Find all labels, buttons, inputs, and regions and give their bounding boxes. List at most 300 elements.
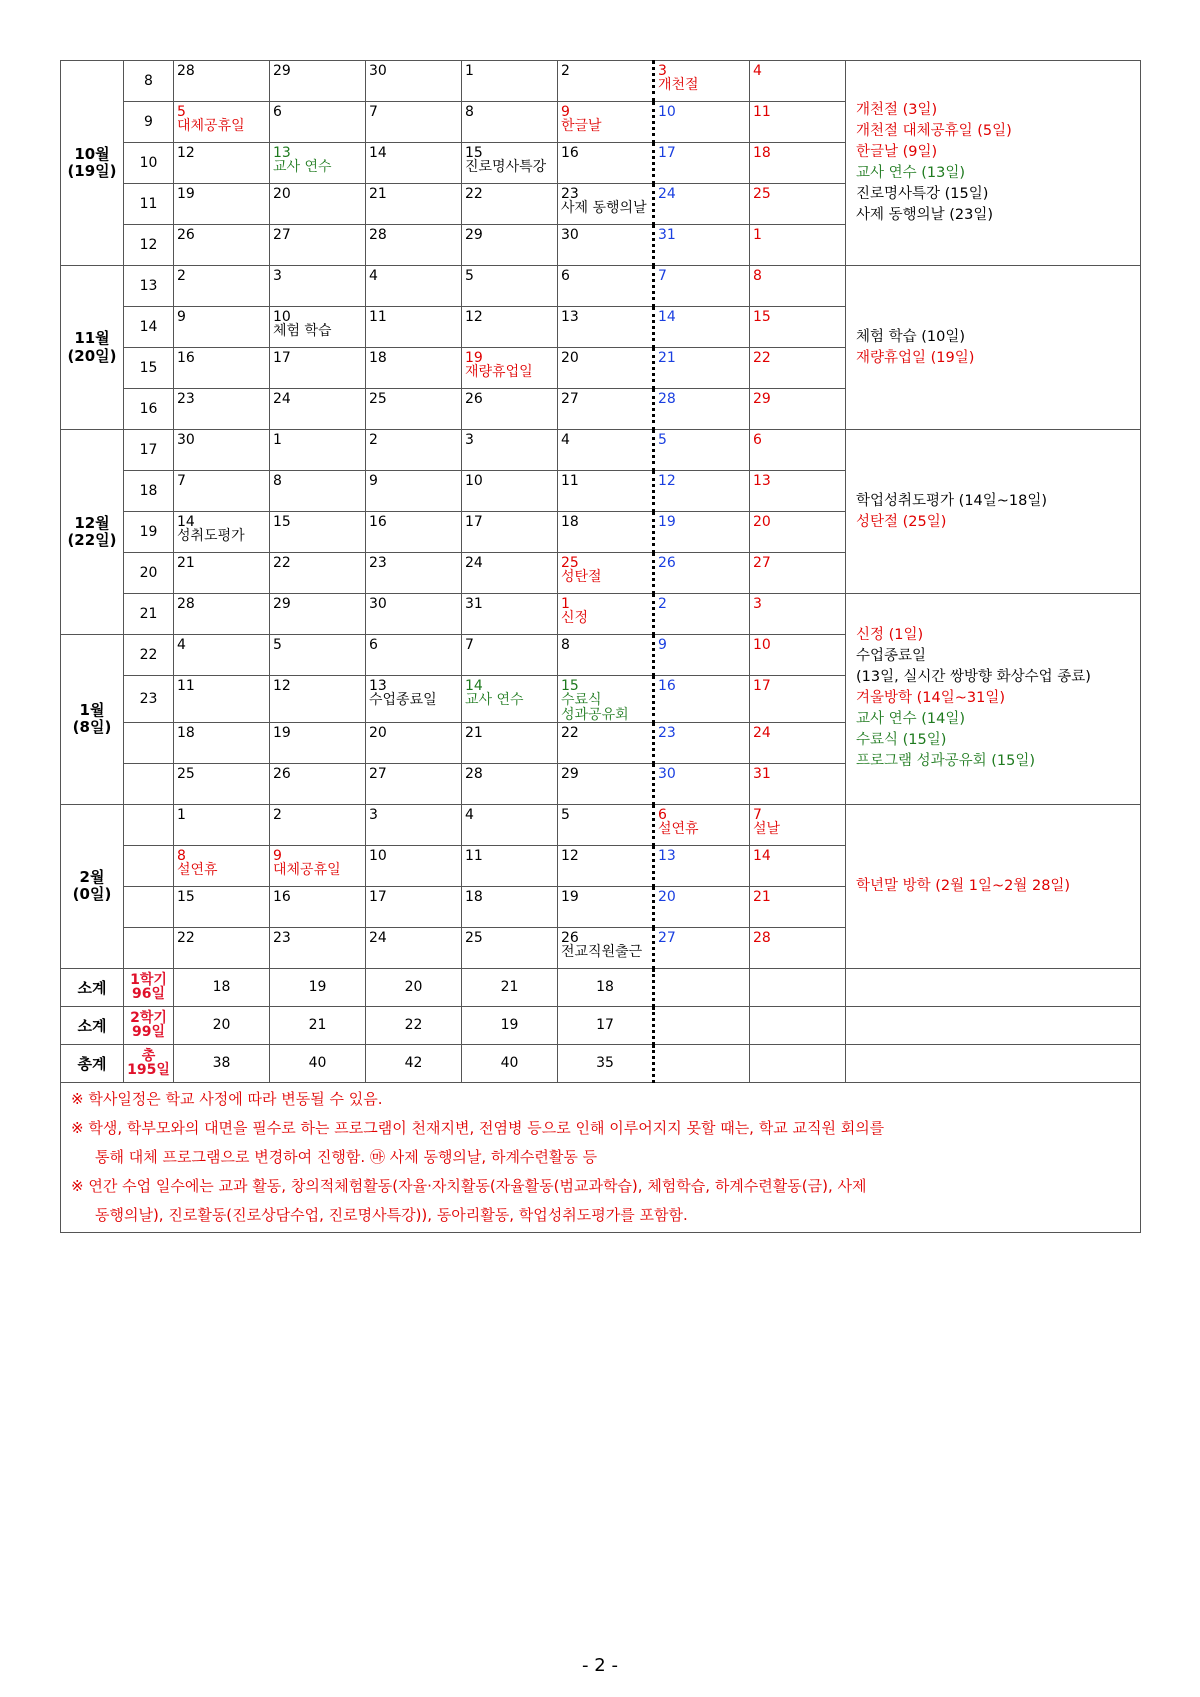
day-cell xyxy=(558,471,654,512)
day-cell xyxy=(654,722,750,763)
day-number: 30 xyxy=(561,227,579,243)
week-number: 17 xyxy=(124,430,174,471)
day-number: 26 xyxy=(561,929,579,946)
summary-row xyxy=(61,968,1141,1006)
day-number: 27 xyxy=(658,929,676,946)
day-cell xyxy=(558,804,654,845)
day-cell xyxy=(558,184,654,225)
day-number: 13 xyxy=(369,678,387,694)
day-number: 3 xyxy=(465,432,474,448)
day-cell xyxy=(366,927,462,968)
day-number: 4 xyxy=(369,268,378,284)
day-number: 13 xyxy=(561,309,579,325)
day-number: 20 xyxy=(273,186,291,202)
semester-days xyxy=(124,968,174,1006)
day-cell xyxy=(174,804,270,845)
month-notes-cell xyxy=(846,266,1141,430)
day-number: 25 xyxy=(753,186,771,202)
note-line: 학업성취도평가 (14일~18일) xyxy=(856,492,1048,509)
week-row xyxy=(61,804,1141,845)
day-cell xyxy=(174,307,270,348)
day-cell xyxy=(174,184,270,225)
day-number: 26 xyxy=(273,765,291,782)
summary-label: 소계 xyxy=(61,968,124,1006)
day-cell xyxy=(654,471,750,512)
month-school-days: (8일) xyxy=(72,718,112,737)
day-cell xyxy=(270,512,366,553)
note-line: 수업종료일 xyxy=(856,648,927,665)
day-number: 21 xyxy=(369,186,387,202)
day-number: 28 xyxy=(177,596,195,612)
note-line: 개천절 (3일) xyxy=(856,102,938,118)
day-number: 29 xyxy=(273,596,291,612)
day-cell xyxy=(174,676,270,723)
summary-count xyxy=(750,1006,846,1044)
summary-count: 38 xyxy=(174,1044,270,1082)
day-cell xyxy=(654,102,750,143)
day-cell xyxy=(174,594,270,635)
day-number: 4 xyxy=(561,432,570,448)
day-number: 12 xyxy=(177,145,195,161)
day-event: 신정 xyxy=(561,610,589,627)
day-number: 23 xyxy=(658,724,676,741)
day-number: 22 xyxy=(753,350,771,366)
day-number: 30 xyxy=(658,765,676,782)
day-cell xyxy=(750,102,846,143)
day-number: 10 xyxy=(369,847,387,864)
day-cell xyxy=(654,553,750,594)
week-number xyxy=(124,804,174,845)
day-number: 21 xyxy=(465,724,483,741)
day-number: 24 xyxy=(465,555,483,571)
day-number: 7 xyxy=(369,104,378,120)
day-number: 29 xyxy=(753,391,771,407)
day-cell xyxy=(174,348,270,389)
day-cell xyxy=(654,184,750,225)
day-number: 17 xyxy=(369,888,387,905)
summary-count: 42 xyxy=(366,1044,462,1082)
summary-count: 21 xyxy=(462,968,558,1006)
day-number: 19 xyxy=(273,724,291,741)
day-number: 28 xyxy=(465,765,483,782)
day-cell xyxy=(174,553,270,594)
day-number: 25 xyxy=(177,765,195,782)
summary-count: 20 xyxy=(366,968,462,1006)
day-cell xyxy=(270,594,366,635)
day-cell xyxy=(654,804,750,845)
day-number: 2 xyxy=(561,63,570,79)
week-number: 23 xyxy=(124,676,174,723)
day-cell xyxy=(174,61,270,102)
note-line: 재량휴업일 (19일) xyxy=(856,349,975,366)
day-number: 13 xyxy=(658,847,676,864)
day-event: 대체공휴일 xyxy=(273,862,341,879)
day-cell xyxy=(366,225,462,266)
summary-count: 40 xyxy=(462,1044,558,1082)
day-event: 교사 연수 xyxy=(465,692,524,709)
day-cell xyxy=(750,927,846,968)
day-cell xyxy=(366,348,462,389)
day-event: 전교직원출근 xyxy=(561,944,643,961)
day-cell xyxy=(654,61,750,102)
footnote-line: ※ 학사일정은 학교 사정에 따라 변동될 수 있음. xyxy=(71,1089,383,1108)
day-number: 12 xyxy=(658,473,676,489)
day-number: 9 xyxy=(561,104,570,120)
summary-label: 소계 xyxy=(61,1006,124,1044)
day-cell xyxy=(654,886,750,927)
day-number: 18 xyxy=(753,145,771,161)
day-number: 27 xyxy=(273,227,291,243)
day-number: 8 xyxy=(177,847,186,864)
day-number: 6 xyxy=(658,806,667,823)
day-number: 9 xyxy=(658,637,667,653)
day-number: 14 xyxy=(177,514,195,530)
day-cell xyxy=(558,389,654,430)
day-cell xyxy=(174,635,270,676)
day-cell xyxy=(366,804,462,845)
month-school-days: (22일) xyxy=(67,531,117,549)
day-cell xyxy=(462,143,558,184)
summary-count xyxy=(750,1044,846,1082)
day-cell xyxy=(462,348,558,389)
day-cell xyxy=(174,266,270,307)
day-cell xyxy=(750,635,846,676)
day-cell xyxy=(654,676,750,723)
day-cell xyxy=(558,763,654,804)
week-number: 8 xyxy=(124,61,174,102)
school-calendar-table xyxy=(60,60,1141,1233)
day-cell xyxy=(366,266,462,307)
day-cell xyxy=(558,307,654,348)
day-cell xyxy=(462,225,558,266)
day-cell xyxy=(558,676,654,723)
day-cell xyxy=(750,389,846,430)
day-cell xyxy=(270,845,366,886)
semester-days xyxy=(124,1044,174,1082)
day-cell xyxy=(270,348,366,389)
day-cell xyxy=(750,348,846,389)
day-event: 개천절 xyxy=(658,77,699,94)
summary-count: 40 xyxy=(270,1044,366,1082)
day-number: 14 xyxy=(369,145,387,161)
day-number: 2 xyxy=(273,806,282,823)
summary-count: 18 xyxy=(558,968,654,1006)
day-cell xyxy=(750,676,846,723)
day-event: 설연휴 xyxy=(658,821,699,838)
day-cell xyxy=(558,102,654,143)
week-row xyxy=(61,266,1141,307)
day-number: 10 xyxy=(658,104,676,120)
day-event: 수료식 xyxy=(561,692,602,709)
day-number: 14 xyxy=(465,678,483,694)
note-line: 개천절 대체공휴일 (5일) xyxy=(856,123,1012,139)
summary-row xyxy=(61,1044,1141,1082)
day-cell xyxy=(558,61,654,102)
day-number: 30 xyxy=(177,432,195,448)
day-event: 진로명사특강 xyxy=(465,159,547,176)
day-cell xyxy=(174,512,270,553)
day-number: 29 xyxy=(465,227,483,243)
day-number: 20 xyxy=(561,350,579,366)
day-cell xyxy=(654,845,750,886)
day-cell xyxy=(462,845,558,886)
week-number: 12 xyxy=(124,225,174,266)
day-number: 5 xyxy=(177,104,186,120)
note-line: 프로그램 성과공유회 (15일) xyxy=(856,753,1036,770)
day-cell xyxy=(366,763,462,804)
day-number: 1 xyxy=(273,432,282,448)
week-number: 21 xyxy=(124,594,174,635)
day-cell xyxy=(654,512,750,553)
day-number: 21 xyxy=(753,888,771,905)
day-number: 19 xyxy=(177,186,195,202)
day-cell xyxy=(654,635,750,676)
day-number: 3 xyxy=(753,596,762,612)
day-cell xyxy=(174,722,270,763)
day-cell xyxy=(270,553,366,594)
day-number: 2 xyxy=(658,596,667,612)
day-cell xyxy=(366,886,462,927)
day-number: 16 xyxy=(273,888,291,905)
day-number: 16 xyxy=(177,350,195,366)
day-number: 7 xyxy=(177,473,186,489)
day-number: 4 xyxy=(465,806,474,823)
month-label-cell xyxy=(61,635,124,805)
day-number: 24 xyxy=(753,724,771,741)
day-number: 13 xyxy=(753,473,771,489)
day-cell xyxy=(558,635,654,676)
day-cell xyxy=(558,722,654,763)
day-cell xyxy=(366,845,462,886)
footnote-line: 통해 대체 프로그램으로 변경하여 진행함. ㉲ 사제 동행의날, 하계수련활동 등 xyxy=(95,1147,598,1166)
day-cell xyxy=(174,886,270,927)
day-number: 11 xyxy=(369,309,387,325)
day-number: 4 xyxy=(753,63,762,79)
day-cell xyxy=(270,61,366,102)
day-number: 25 xyxy=(561,555,579,571)
day-cell xyxy=(462,553,558,594)
semester-total: 99일 xyxy=(131,1024,165,1041)
page-number: - 2 - xyxy=(582,1655,618,1676)
day-cell xyxy=(654,763,750,804)
day-number: 10 xyxy=(465,473,483,489)
day-number: 2 xyxy=(369,432,378,448)
day-number: 22 xyxy=(273,555,291,571)
day-number: 1 xyxy=(753,227,762,243)
day-cell xyxy=(270,722,366,763)
day-number: 27 xyxy=(753,555,771,571)
day-cell xyxy=(366,184,462,225)
month-name: 1월 xyxy=(79,701,105,720)
week-number xyxy=(124,722,174,763)
summary-count: 20 xyxy=(174,1006,270,1044)
week-number: 20 xyxy=(124,553,174,594)
semester-name: 1학기 xyxy=(130,971,167,988)
day-number: 11 xyxy=(753,104,771,120)
month-notes-cell xyxy=(846,594,1141,805)
day-cell xyxy=(270,635,366,676)
day-cell xyxy=(462,594,558,635)
day-cell xyxy=(654,927,750,968)
day-number: 29 xyxy=(273,63,291,79)
day-event: 교사 연수 xyxy=(273,159,332,176)
footnote-row xyxy=(61,1082,1141,1232)
week-number: 22 xyxy=(124,635,174,676)
day-cell xyxy=(558,594,654,635)
day-event: 설날 xyxy=(753,821,781,838)
day-event: 수업종료일 xyxy=(369,692,437,709)
month-notes-cell xyxy=(846,430,1141,594)
day-cell xyxy=(462,804,558,845)
day-number: 21 xyxy=(177,555,195,571)
day-number: 16 xyxy=(658,678,676,694)
day-number: 15 xyxy=(273,514,291,530)
month-name: 11월 xyxy=(74,329,110,348)
month-label-cell xyxy=(61,61,124,266)
day-cell xyxy=(750,763,846,804)
day-cell xyxy=(558,845,654,886)
day-number: 7 xyxy=(753,806,762,823)
day-number: 18 xyxy=(369,350,387,366)
day-number: 23 xyxy=(273,929,291,946)
summary-empty-cell xyxy=(846,1044,1141,1082)
day-number: 21 xyxy=(658,350,676,366)
day-number: 26 xyxy=(177,227,195,243)
day-cell xyxy=(750,594,846,635)
day-cell xyxy=(366,61,462,102)
day-number: 27 xyxy=(561,391,579,407)
summary-count: 19 xyxy=(270,968,366,1006)
footnote-line: ※ 학생, 학부모와의 대면을 필수로 하는 프로그램이 천재지변, 전염병 등으로 인해 이루어지지 못할 때는, 학교 교직원 회의를 xyxy=(71,1118,885,1137)
day-cell xyxy=(270,763,366,804)
day-cell xyxy=(750,553,846,594)
note-line: 사제 동행의날 (23일) xyxy=(856,207,994,223)
day-cell xyxy=(366,722,462,763)
day-number: 8 xyxy=(753,268,762,284)
day-cell xyxy=(750,61,846,102)
day-cell xyxy=(654,430,750,471)
semester-days xyxy=(124,1006,174,1044)
semester-name: 총 xyxy=(141,1047,156,1064)
summary-empty-cell xyxy=(846,968,1141,1006)
week-row xyxy=(61,61,1141,102)
day-cell xyxy=(558,225,654,266)
note-line: 진로명사특강 (15일) xyxy=(856,186,989,202)
day-number: 11 xyxy=(465,847,483,864)
day-number: 8 xyxy=(561,637,570,653)
day-number: 31 xyxy=(658,227,676,243)
day-cell xyxy=(366,512,462,553)
week-number xyxy=(124,763,174,804)
day-number: 6 xyxy=(753,432,762,448)
day-number: 23 xyxy=(177,391,195,407)
month-school-days: (20일) xyxy=(67,346,117,365)
day-cell xyxy=(366,676,462,723)
day-number: 28 xyxy=(658,391,676,407)
day-cell xyxy=(366,635,462,676)
semester-total: 195일 xyxy=(127,1062,170,1079)
day-number: 30 xyxy=(369,596,387,612)
day-cell xyxy=(750,307,846,348)
day-number: 20 xyxy=(658,888,676,905)
summary-count xyxy=(654,968,750,1006)
day-number: 9 xyxy=(273,847,282,864)
month-name: 10월 xyxy=(74,144,110,163)
day-number: 3 xyxy=(369,806,378,823)
month-label-cell xyxy=(61,430,124,635)
day-cell xyxy=(750,886,846,927)
day-event: 재량휴업일 xyxy=(465,364,533,381)
day-number: 5 xyxy=(561,806,570,823)
day-number: 19 xyxy=(658,514,676,530)
footnotes-cell xyxy=(61,1082,1141,1232)
day-number: 25 xyxy=(465,929,483,946)
calendar-body xyxy=(61,61,1141,1233)
day-cell xyxy=(174,430,270,471)
day-number: 15 xyxy=(561,678,579,694)
day-number: 17 xyxy=(658,145,676,161)
day-cell xyxy=(366,471,462,512)
week-number xyxy=(124,927,174,968)
day-number: 30 xyxy=(369,63,387,79)
week-row xyxy=(61,594,1141,635)
day-number: 24 xyxy=(658,186,676,202)
day-number: 23 xyxy=(561,186,579,202)
day-number: 12 xyxy=(465,309,483,325)
day-cell xyxy=(462,927,558,968)
day-cell xyxy=(462,512,558,553)
day-number: 9 xyxy=(369,473,378,489)
day-number: 10 xyxy=(753,637,771,653)
day-cell xyxy=(366,430,462,471)
day-cell xyxy=(558,553,654,594)
note-line: (13일, 실시간 쌍방향 화상수업 종료) xyxy=(856,669,1091,686)
week-number: 16 xyxy=(124,389,174,430)
day-number: 20 xyxy=(369,724,387,741)
day-cell xyxy=(558,143,654,184)
day-number: 5 xyxy=(273,637,282,653)
day-cell xyxy=(654,389,750,430)
day-number: 18 xyxy=(465,888,483,905)
day-number: 19 xyxy=(465,350,483,366)
day-cell xyxy=(558,348,654,389)
day-cell xyxy=(270,804,366,845)
day-cell xyxy=(462,184,558,225)
summary-count xyxy=(750,968,846,1006)
day-number: 7 xyxy=(658,268,667,284)
day-cell xyxy=(462,430,558,471)
day-cell xyxy=(750,512,846,553)
summary-count: 35 xyxy=(558,1044,654,1082)
day-number: 6 xyxy=(273,104,282,120)
day-cell xyxy=(750,225,846,266)
day-cell xyxy=(270,430,366,471)
day-number: 26 xyxy=(465,391,483,407)
summary-count xyxy=(654,1006,750,1044)
note-line: 신정 (1일) xyxy=(856,627,924,644)
day-cell xyxy=(558,886,654,927)
day-number: 22 xyxy=(561,724,579,741)
day-number: 17 xyxy=(753,678,771,694)
day-cell xyxy=(750,804,846,845)
week-number: 13 xyxy=(124,266,174,307)
day-cell xyxy=(174,927,270,968)
summary-count: 22 xyxy=(366,1006,462,1044)
day-number: 3 xyxy=(658,63,667,79)
week-number: 14 xyxy=(124,307,174,348)
day-number: 10 xyxy=(273,309,291,325)
day-cell xyxy=(654,225,750,266)
